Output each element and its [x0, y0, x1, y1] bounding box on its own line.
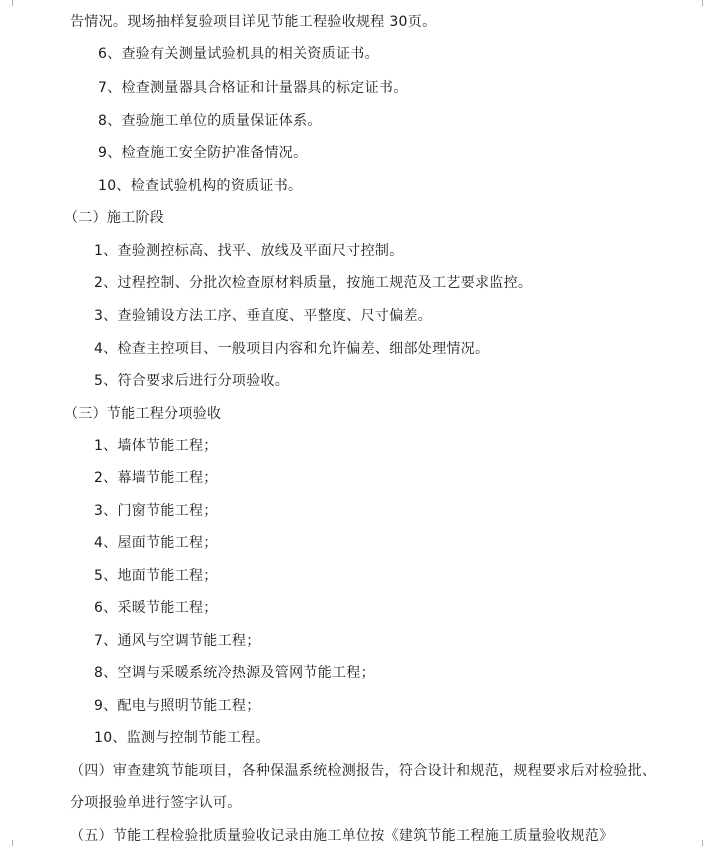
- list-item: 2、幕墙节能工程；: [94, 470, 218, 486]
- section-heading: （三）节能工程分项验收: [64, 406, 222, 422]
- text-line: 3、查验铺设方法工序、垂直度、平整度、尺寸偏差。: [94, 308, 433, 324]
- list-item: 5、地面节能工程；: [94, 568, 218, 584]
- crop-mark-top-right: [702, 0, 711, 6]
- crop-mark-bottom-right: [702, 840, 711, 846]
- text-line: （五）节能工程检验批质量验收记录由施工单位按《建筑节能工程施工质量验收规范》: [70, 828, 614, 844]
- list-item: 10、监测与控制节能工程。: [94, 730, 270, 746]
- list-item: 4、屋面节能工程；: [94, 535, 218, 551]
- text-line: （四）审查建筑节能项目，各种保温系统检测报告，符合设计和规范，规程要求后对检验批、: [70, 763, 657, 779]
- list-item: 1、墙体节能工程；: [94, 438, 218, 454]
- list-item: 9、配电与照明节能工程；: [94, 698, 261, 714]
- text-line: 分项报验单进行签字认可。: [70, 795, 242, 811]
- text-line: 8、查验施工单位的质量保证体系。: [98, 113, 322, 129]
- section-heading: （二）施工阶段: [64, 210, 165, 226]
- text-line: 9、检查施工安全防护准备情况。: [98, 145, 308, 161]
- text-line: 1、查验测控标高、找平、放线及平面尺寸控制。: [94, 243, 404, 259]
- text-line: 4、检查主控项目、一般项目内容和允许偏差、细部处理情况。: [94, 341, 490, 357]
- text-line: 告情况。现场抽样复验项目详见节能工程验收规程 30页。: [70, 14, 437, 30]
- crop-mark-bottom-left: [4, 840, 13, 846]
- crop-mark-top-left: [4, 0, 13, 6]
- list-item: 8、空调与采暖系统冷热源及管网节能工程；: [94, 665, 375, 681]
- text-line: 6、查验有关测量试验机具的相关资质证书。: [98, 46, 379, 62]
- text-line: 5、符合要求后进行分项验收。: [94, 373, 290, 389]
- list-item: 3、门窗节能工程；: [94, 503, 218, 519]
- text-line: 7、检查测量器具合格证和计量器具的标定证书。: [98, 80, 408, 96]
- text-line: 10、检查试验机构的资质证书。: [98, 178, 303, 194]
- list-item: 7、通风与空调节能工程；: [94, 633, 261, 649]
- text-line: 2、过程控制、分批次检查原材料质量，按施工规范及工艺要求监控。: [94, 275, 533, 291]
- list-item: 6、采暖节能工程；: [94, 600, 218, 616]
